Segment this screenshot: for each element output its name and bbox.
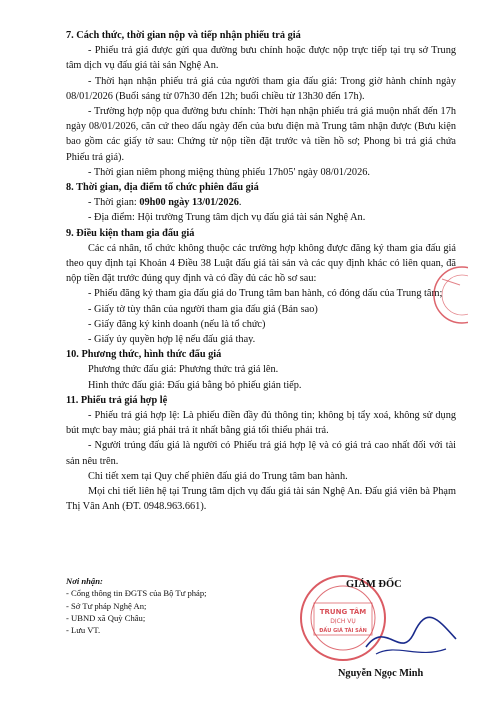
paragraph: - Phiếu đăng ký tham gia đấu giá do Trung tâm ban hành, có đóng dấu của Trung tâm; <box>88 288 443 300</box>
margin-seal-stamp <box>420 265 468 325</box>
time-value: 09h00 ngày 13/01/2026 <box>139 197 239 209</box>
paragraph: Mọi chi tiết liên hệ tại Trung tâm dịch vụ đấu giá tài sản Nghệ An. Đấu giá viên bà Phạm Thị Vân Anh (ĐT. 0948.963.661). <box>66 486 456 513</box>
document-footer <box>66 575 456 695</box>
paragraph: - Giấy ủy quyền hợp lệ nếu đấu giá thay. <box>88 334 256 346</box>
recipient-item: - Sở Tư pháp Nghệ An; <box>66 600 147 611</box>
paragraph: - Trường hợp nộp qua đường bưu chính: Thời hạn nhận phiếu trả giá muộn nhất đến 17h ngày 08/01/2026, căn cứ theo dấu ngày đến của bưu điện mà Trung tâm nhận được (Bưu kiện bao gồm các giấy tờ sau: Chứng từ nộp tiền đặt trước và tiền hồ sơ; Phong bì trả giá chứa Phiếu trả giá). <box>66 106 456 163</box>
section-heading-11: 11. Phiếu trả giá hợp lệ <box>66 394 168 406</box>
signer-title: GIÁM ĐỐC <box>346 579 402 590</box>
signer-name: Nguyễn Ngọc Minh <box>338 668 424 679</box>
signature <box>356 599 466 669</box>
paragraph: - Giấy đăng ký kinh doanh (nếu là tổ chức) <box>88 318 266 330</box>
paragraph: Chi tiết xem tại Quy chế phiên đấu giá do Trung tâm ban hành. <box>88 470 348 482</box>
time-tail: . <box>238 197 242 209</box>
paragraph: Phương thức đấu giá: Phương thức trả giá lên. <box>88 364 279 376</box>
document-body <box>66 28 456 515</box>
recipient-item: - UBND xã Quỳ Châu; <box>66 612 146 623</box>
svg-text:ĐẤU GIÁ TÀI SẢN: ĐẤU GIÁ TÀI SẢN <box>319 628 367 634</box>
recipient-item: - Cổng thông tin ĐGTS của Bộ Tư pháp; <box>66 588 207 599</box>
svg-text:TRUNG TÂM: TRUNG TÂM <box>319 608 367 616</box>
paragraph-time <box>66 195 456 210</box>
paragraph: Các cá nhân, tổ chức không thuộc các trường hợp không được đăng ký tham gia đấu giá theo quy định tại Khoản 4 Điều 38 Luật đấu giá tài sản và các quy định khác có liên quan, đã nộp tiền đặt trước đúng quy định và có đầy đủ các hồ sơ sau: <box>66 242 456 285</box>
svg-text:DỊCH VỤ: DỊCH VỤ <box>330 618 356 625</box>
recipients-title: Nơi nhận: <box>66 576 103 586</box>
recipients-block <box>66 575 207 636</box>
section-heading-7: 7. Cách thức, thời gian nộp và tiếp nhận phiếu trả giá <box>66 30 301 41</box>
paragraph: - Thời gian niêm phong miệng thùng phiếu 17h05' ngày 08/01/2026. <box>88 166 370 178</box>
paragraph: - Phiếu trả giá hợp lệ: Là phiếu điền đầy đủ thông tin; không bị tẩy xoá, không sử dụng bút mực bay màu; giá phải trả ít nhất bằng giá tối thiểu phải trả. <box>66 410 456 437</box>
paragraph: Hình thức đấu giá: Đấu giá bằng bỏ phiếu gián tiếp. <box>88 379 302 391</box>
paragraph: - Giấy tờ tùy thân của người tham gia đấu giá (Bản sao) <box>88 303 318 315</box>
recipient-item: - Lưu VT. <box>66 625 101 636</box>
paragraph: - Phiếu trả giá được gửi qua đường bưu chính hoặc được nộp trực tiếp tại trụ sở Trung tâm dịch vụ đấu giá tài sản Nghệ An. <box>66 45 456 72</box>
paragraph: - Thời hạn nhận phiếu trả giá của người tham gia đấu giá: Trong giờ hành chính ngày 08/01/2026 (Buổi sáng từ 07h30 đến 12h; buổi chiều từ 13h30 đến 17h). <box>66 75 456 102</box>
section-heading-10: 10. Phương thức, hình thức đấu giá <box>66 349 222 361</box>
paragraph: - Địa điểm: Hội trường Trung tâm dịch vụ đấu giá tài sản Nghệ An. <box>88 212 366 224</box>
time-label: - Thời gian: <box>88 197 140 209</box>
section-heading-9: 9. Điều kiện tham gia đấu giá <box>66 227 195 239</box>
section-heading-8: 8. Thời gian, địa điểm tổ chức phiên đấu giá <box>66 182 259 194</box>
paragraph: - Người trúng đấu giá là người có Phiếu trả giá hợp lệ và có giá trả cao nhất đối với tài sản nêu trên. <box>66 440 456 467</box>
